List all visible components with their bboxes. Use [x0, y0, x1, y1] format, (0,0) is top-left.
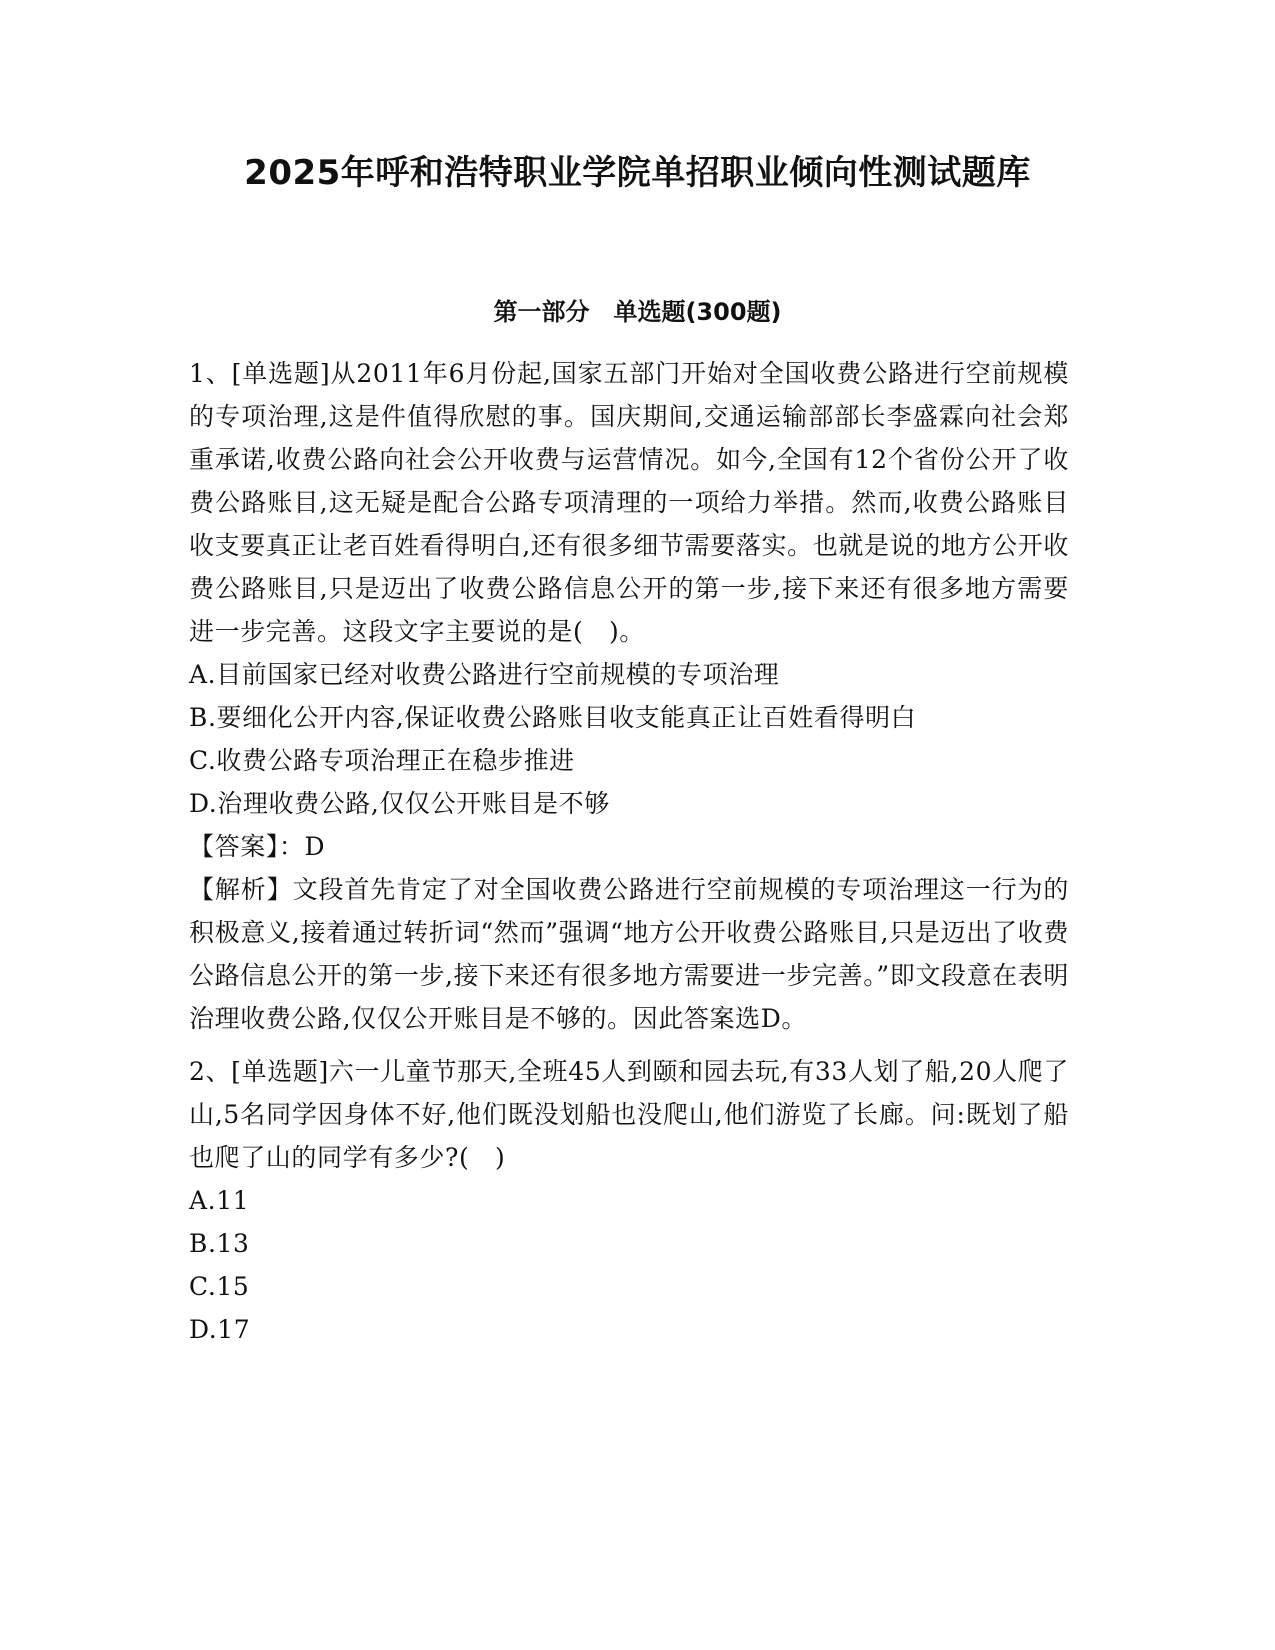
option-d: D.治理收费公路,仅仅公开账目是不够	[189, 789, 610, 818]
question-2	[189, 1050, 1069, 1351]
option-b: B.13	[189, 1229, 250, 1258]
document-title: 2025年呼和浩特职业学院单招职业倾向性测试题库	[244, 153, 1031, 193]
question-stem: 1、[单选题]从2011年6月份起,国家五部门开始对全国收费公路进行空前规模的专项治理,这是件值得欣慰的事。国庆期间,交通运输部部长李盛霖向社会郑重承诺,收费公路向社会公开收费与运营情况。如今,全国有12个省份公开了收费公路账目,这无疑是配合公路专项清理的一项给力举措。然而,收费公路账目收支要真正让老百姓看得明白,还有很多细节需要落实。也就是说的地方公开收费公路账目,只是迈出了收费公路信息公开的第一步,接下来还有很多地方需要进一步完善。这段文字主要说的是( )。	[189, 359, 1069, 646]
analysis: 【解析】文段首先肯定了对全国收费公路进行空前规模的专项治理这一行为的积极意义,接着通过转折词“然而”强调“地方公开收费公路账目,只是迈出了收费公路信息公开的第一步,接下来还有很多地方需要进一步完善。”即文段意在表明治理收费公路,仅仅公开账目是不够的。因此答案选D。	[189, 875, 1069, 1033]
option-d: D.17	[189, 1315, 251, 1344]
option-b: B.要细化公开内容,保证收费公路账目收支能真正让百姓看得明白	[189, 703, 917, 732]
question-list	[189, 352, 1069, 1351]
option-a: A.11	[189, 1186, 250, 1215]
question-1	[189, 352, 1069, 1040]
question-stem: 2、[单选题]六一儿童节那天,全班45人到颐和园去玩,有33人划了船,20人爬了山,5名同学因身体不好,他们既没划船也没爬山,他们游览了长廊。问:既划了船也爬了山的同学有多少?( )	[189, 1057, 1069, 1172]
section-heading: 第一部分 单选题(300题)	[493, 298, 782, 326]
option-c: C.收费公路专项治理正在稳步推进	[189, 746, 575, 775]
answer: 【答案】：D	[189, 832, 326, 861]
option-c: C.15	[189, 1272, 250, 1301]
option-a: A.目前国家已经对收费公路进行空前规模的专项治理	[189, 660, 780, 689]
